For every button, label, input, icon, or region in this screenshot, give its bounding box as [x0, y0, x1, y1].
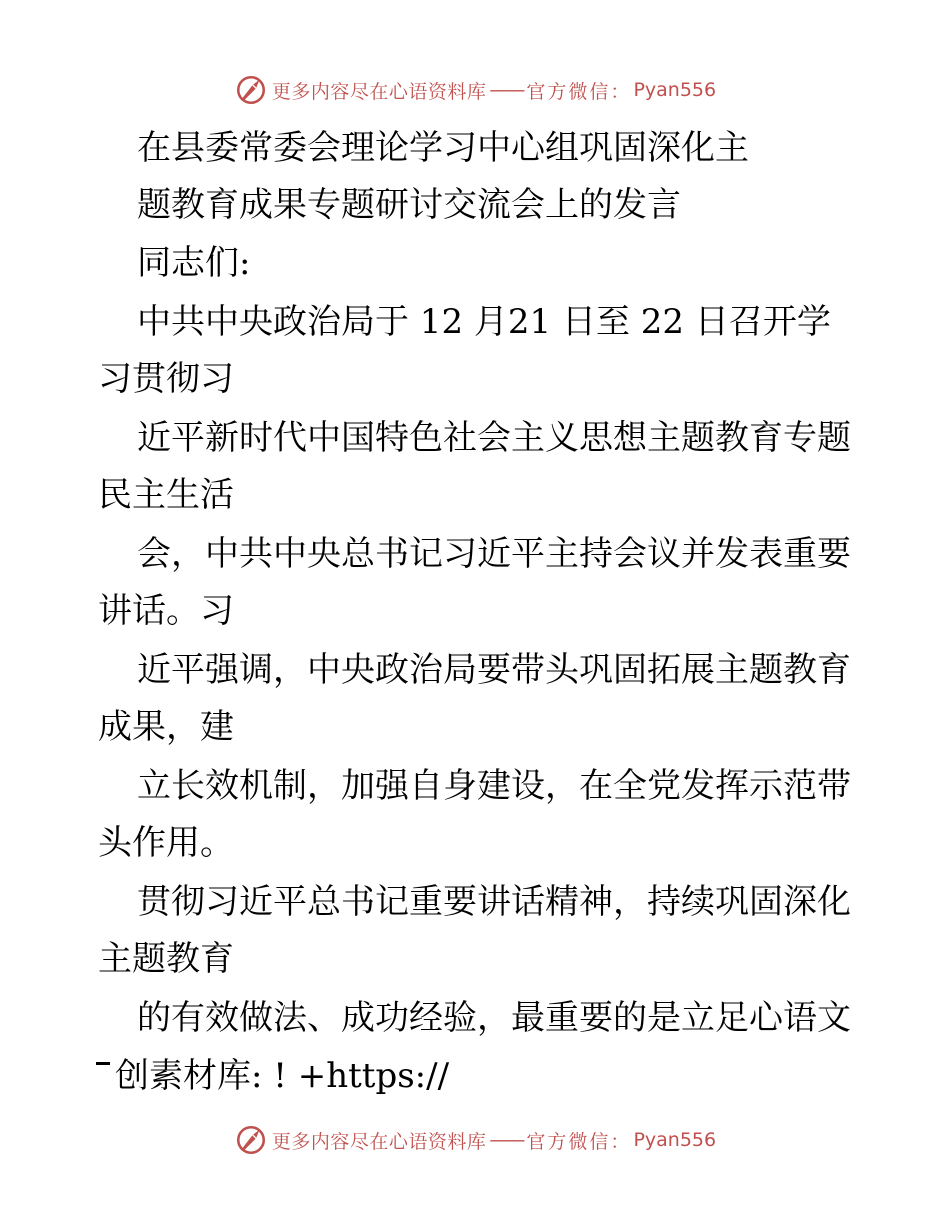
- banner-dash: ——: [489, 79, 524, 101]
- banner-wechat-label: 官方微信：: [526, 1130, 632, 1153]
- banner-wechat-id: Pyan556: [633, 79, 717, 101]
- title-line-1: 在县委常委会理论学习中心组巩固深化主: [137, 128, 749, 168]
- paragraph-line: 中共中央政治局于 12 月21 日至 22 日召开学: [137, 302, 831, 342]
- paragraph-line: 会，中共中央总书记习近平主持会议并发表重要: [137, 534, 851, 574]
- banner-slogan: 更多内容尽在心语资料库: [271, 1130, 487, 1153]
- paragraph-line: 近平强调，中央政治局要带头巩固拓展主题教育: [137, 650, 851, 690]
- header-watermark-banner: [0, 70, 950, 110]
- banner-slogan: 更多内容尽在心语资料库: [271, 80, 487, 103]
- paragraph-line: 民主生活: [98, 475, 234, 515]
- paragraph-line: 讲话。习: [98, 591, 234, 631]
- quill-pen-logo-icon: [234, 73, 268, 107]
- paragraph-line: 近平新时代中国特色社会主义思想主题教育专题: [137, 418, 851, 458]
- footer-watermark-banner: [0, 1120, 950, 1160]
- paragraph-line: 贯彻习近平总书记重要讲话精神，持续巩固深化: [137, 882, 851, 922]
- paragraph-line: 主题教育: [98, 939, 234, 979]
- overline-mark: [96, 1062, 110, 1065]
- paragraph-line: 立长效机制，加强自身建设，在全党发挥示范带: [137, 766, 851, 806]
- quill-pen-logo-icon: [234, 1123, 268, 1157]
- banner-wechat-id: Pyan556: [633, 1129, 717, 1151]
- title-line-2: 题教育成果专题研讨交流会上的发言: [137, 185, 681, 225]
- paragraph-line: 成果，建: [98, 707, 234, 747]
- paragraph-line: 习贯彻习: [98, 359, 234, 399]
- paragraph-line: 头作用。: [98, 823, 234, 863]
- paragraph-line: 的有效做法、成功经验，最重要的是立足心语文: [137, 998, 851, 1038]
- salutation: 同志们:: [137, 243, 251, 283]
- banner-wechat-label: 官方微信：: [526, 80, 632, 103]
- banner-dash: ——: [489, 1129, 524, 1151]
- paragraph-line: 创素材库: ! +https://: [115, 1056, 450, 1096]
